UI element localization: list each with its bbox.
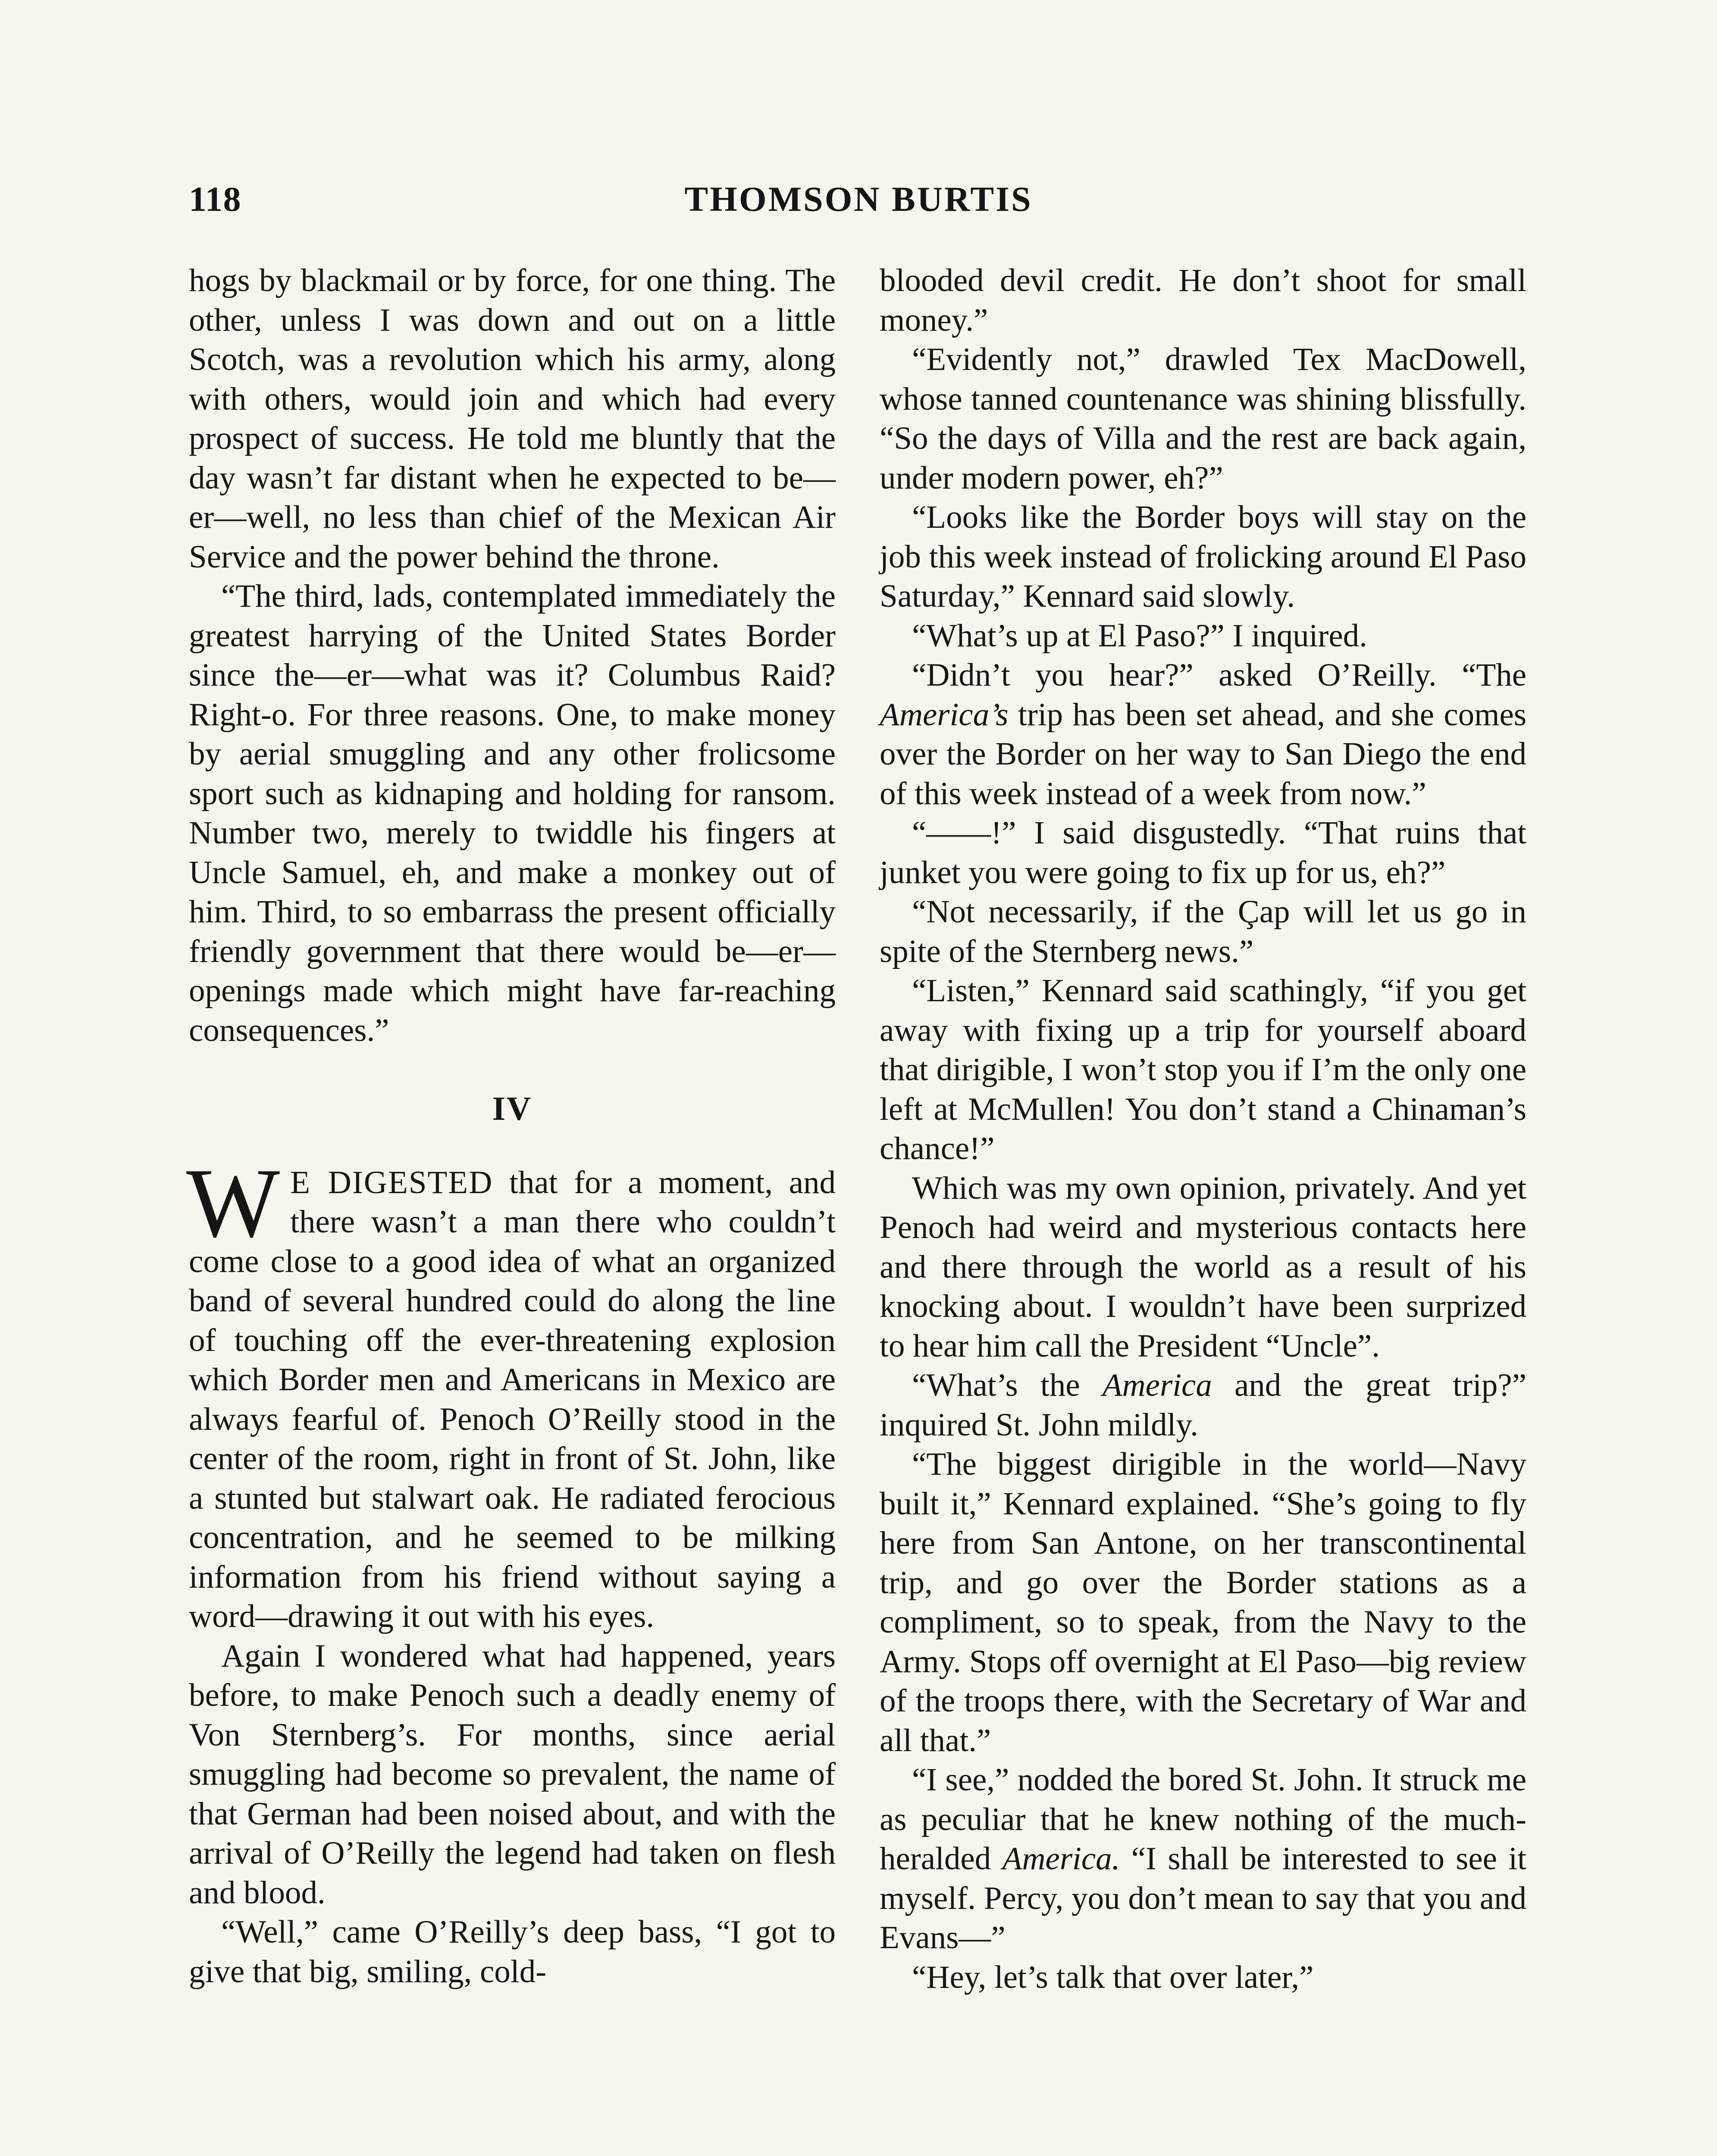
paragraph: “The third, lads, contemplated immediately the greatest harrying of the United States Border since the—er—what was it? Columbus Raid? Right-o. For three reasons. One, to make money by aerial smuggling and any other frolicsome sport such as kidnaping and holding for ransom. Number two, merely to twiddle his fingers at Uncle Samuel, eh, and make a monkey out of him. Third, to so embarrass the present officially friendly government that there would be—er—openings made which might have far-reaching consequences.” bbox=[189, 578, 836, 1048]
paragraph: “Hey, let’s talk that over later,” bbox=[912, 1959, 1314, 1995]
paragraph: “Evidently not,” drawled Tex MacDowell, whose tanned countenance was shining blissfully. “So the days of Villa and the rest are back again, under modern power, eh?” bbox=[880, 342, 1526, 496]
opening-smallcaps: E DIGESTED bbox=[290, 1164, 493, 1200]
drop-cap: W bbox=[186, 1147, 280, 1258]
paragraph: hogs by blackmail or by force, for one thing. The other, unless I was down and out on a little Scotch, was a revolution which his army, along with others, would join and which had every prospect of success. He told me bluntly that the day wasn’t far distant when he expected to be—er—well, no less than chief of the Mexican Air Service and the power behind the throne. bbox=[189, 263, 836, 575]
paragraph: “What’s up at El Paso?” I inquired. bbox=[912, 617, 1367, 654]
paragraph: Again I wondered what had happened, years before, to make Penoch such a deadly enemy of Von Sternberg’s. For months, since aerial smuggling had become so prevalent, the name of that German had been noised about, and with the arrival of O’Reilly the legend had taken on flesh and blood. bbox=[189, 1638, 836, 1911]
italic-run: America bbox=[1102, 1367, 1212, 1403]
text-run: “Didn’t you hear?” asked O’Reilly. “The bbox=[912, 657, 1526, 693]
paragraph: “Listen,” Kennard said scathingly, “if you get away with fixing up a trip for yourself aboard that dirigible, I won’t stop you if I’m the only one left at McMullen! You don’t stand a Chinaman’s chance!” bbox=[880, 973, 1526, 1166]
paragraph: “Not necessarily, if the Çap will let us go in spite of the Sternberg news.” bbox=[880, 894, 1526, 969]
paragraph: “The biggest dirigible in the world—Navy built it,” Kennard explained. “She’s going to fly here from San Antone, on her transcontinental trip, and go over the Border stations as a compliment, so to speak, from the Navy to the Army. Stops off overnight at El Paso—big review of the troops there, with the Secretary of War and all that.” bbox=[880, 1446, 1526, 1758]
paragraph bbox=[880, 1366, 1526, 1445]
left-column bbox=[186, 261, 836, 1991]
paragraph: Which was my own opinion, privately. And yet Penoch had weird and mysterious contacts here and there through the world as a result of his knocking about. I wouldn’t have been surprized to hear him call the President “Uncle”. bbox=[880, 1170, 1526, 1364]
text-run: “What’s the bbox=[912, 1367, 1103, 1403]
page-header bbox=[189, 179, 1528, 226]
running-head: THOMSON BURTIS bbox=[684, 179, 1033, 219]
paragraph: blooded devil credit. He don’t shoot for small money.” bbox=[880, 263, 1526, 338]
text-run: and the great trip?” inquired St. John mildly. bbox=[880, 1367, 1526, 1443]
text-run: “I shall be interested to see it myself. Percy, you don’t mean to say that you and Evans—” bbox=[880, 1841, 1526, 1955]
paragraph: “Well,” came O’Reilly’s deep bass, “I got to give that big, smiling, cold- bbox=[189, 1914, 836, 1990]
right-column bbox=[880, 261, 1526, 1997]
opening-text: that for a moment, and there wasn’t a man there who couldn’t come close to a good idea of what an organized band of several hundred could do along the line of touching off the ever-threatening explosion which Border men and Americans in Mexico are always fearful of. Penoch O’Reilly stood in the center of the room, right in front of St. John, like a stunted but stalwart oak. He radiated ferocious concentration, and he seemed to be milking information from his friend without saying a word—drawing it out with his eyes. bbox=[189, 1164, 836, 1634]
opening-paragraph bbox=[186, 1147, 836, 1636]
paragraph bbox=[880, 1760, 1526, 1958]
italic-run: America’s bbox=[880, 696, 1009, 733]
italic-run: America. bbox=[1002, 1841, 1120, 1877]
paragraph bbox=[880, 655, 1526, 813]
section-heading: IV bbox=[492, 1090, 533, 1127]
text-run: trip has been set ahead, and she comes over the Border on her way to San Diego the end of this week instead of a week from now.” bbox=[880, 696, 1526, 812]
text-run: “I see,” nodded the bored St. John. It struck me as peculiar that he knew nothing of the much-heralded bbox=[880, 1762, 1526, 1877]
page-number: 118 bbox=[189, 179, 241, 219]
paragraph: “——!” I said disgustedly. “That ruins that junket you were going to fix up for us, eh?” bbox=[880, 815, 1526, 890]
paragraph: “Looks like the Border boys will stay on the job this week instead of frolicking around El Paso Saturday,” Kennard said slowly. bbox=[880, 499, 1526, 614]
